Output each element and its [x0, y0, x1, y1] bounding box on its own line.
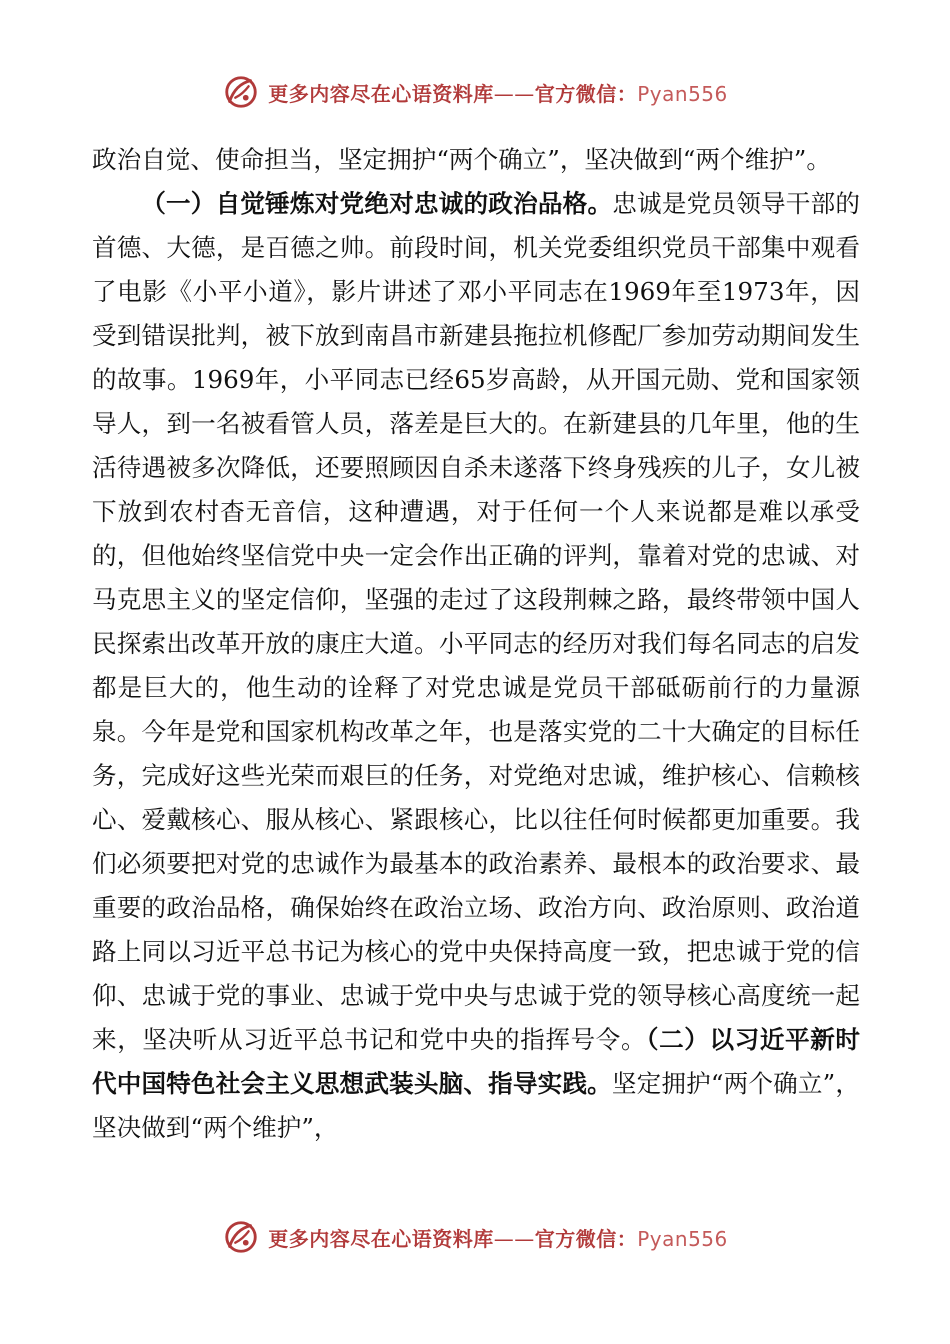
header-text	[268, 78, 728, 107]
seal-logo-icon	[222, 73, 260, 111]
section-text-1: 忠诚是党员领导干部的首德、大德，是百德之帅。前段时间，机关党委组织党员干部集中观看了电影《小平小道》，影片讲述了邓小平同志在1969年至1973年，因受到错误批判，被下放到南昌市新建县拖拉机修配厂参加劳动期间发生的故事。1969年，小平同志已经65岁高龄，从开国元勋、党和国家领导人，到一名被看管人员，落差是巨大的。在新建县的几年里，他的生活待遇被多次降低，还要照顾因自杀未遂落下终身残疾的儿子，女儿被下放到农村杳无音信，这种遭遇，对于任何一个人来说都是难以承受的，但他始终坚信党中央一定会作出正确的评判，靠着对党的忠诚、对马克思主义的坚定信仰，坚强的走过了这段荆棘之路，最终带领中国人民探索出改革开放的康庄大道。小平同志的经历对我们每名同志的启发都是巨大的，他生动的诠释了对党忠诚是党员干部砥砺前行的力量源泉。今年是党和国家机构改革之年，也是落实党的二十大确定的目标任务，完成好这些光荣而艰巨的任务，对党绝对忠诚，维护核心、信赖核心、爱戴核心、服从核心、紧跟核心，比以往任何时候都更加重要。我们必须要把对党的忠诚作为最基本的政治素养、最根本的政治要求、最重要的政治品格，确保始终在政治立场、政治方向、政治原则、政治道路上同以习近平总书记为核心的党中央保持高度一致，把忠诚于党的信仰、忠诚于党的事业、忠诚于党中央与忠诚于党的领导核心高度统一起来，坚决听从习近平总书记和党中央的指挥号令。	[92, 189, 860, 1054]
section-heading-2: （二）以习近平新时代中国特色社会主义思想武装头脑、指导实践。	[92, 1025, 860, 1098]
page-header	[0, 72, 950, 112]
paragraph-1: 政治自觉、使命担当，坚定拥护“两个确立”，坚决做到“两个维护”。	[92, 145, 831, 174]
page-footer	[0, 1217, 950, 1257]
footer-wechat-id: Pyan556	[637, 1226, 728, 1251]
header-separator: ——	[493, 81, 535, 106]
header-wechat-label: 官方微信：	[534, 81, 638, 106]
footer-text	[268, 1223, 728, 1252]
header-title: 更多内容尽在心语资料库	[268, 81, 494, 106]
footer-separator: ——	[493, 1226, 535, 1251]
footer-wechat-label: 官方微信：	[534, 1226, 638, 1251]
section-text-2: 坚定拥护“两个确立”，坚决做到“两个维护”，	[92, 1069, 860, 1142]
header-wechat-id: Pyan556	[637, 81, 728, 106]
footer-title: 更多内容尽在心语资料库	[268, 1226, 494, 1251]
document-body	[92, 138, 860, 1150]
section-heading-1: （一）自觉锤炼对党绝对忠诚的政治品格。	[141, 189, 613, 218]
seal-logo-icon	[222, 1218, 260, 1256]
paragraph-2	[92, 182, 860, 1150]
